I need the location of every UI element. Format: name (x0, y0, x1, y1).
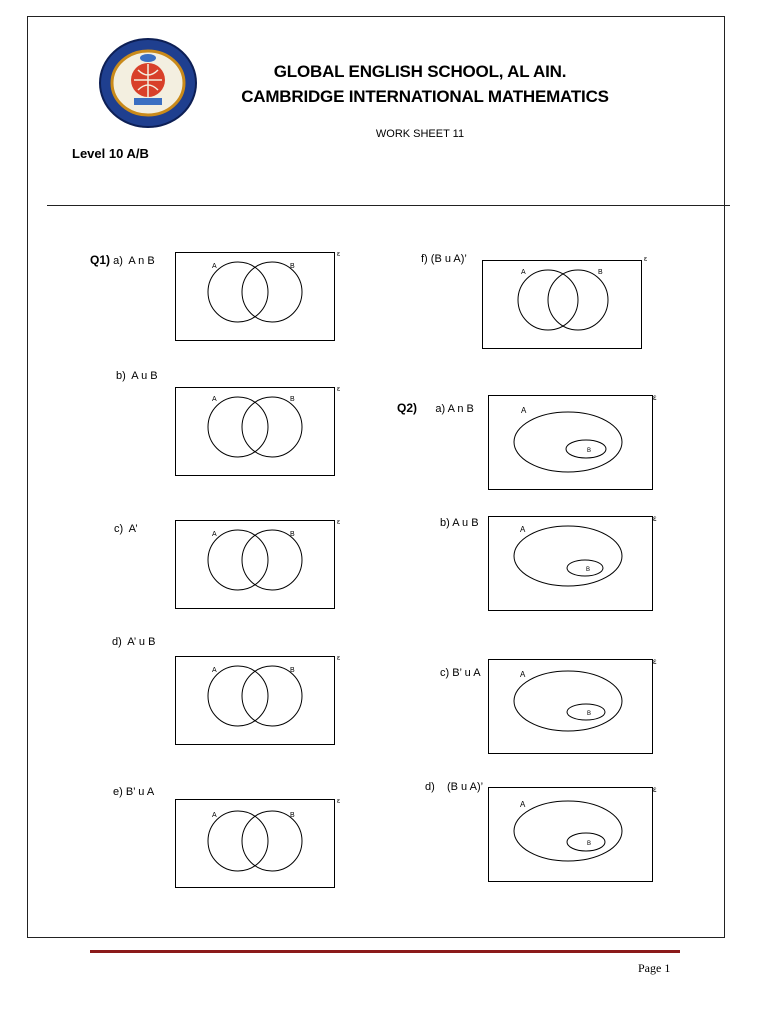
q1-part-c-label: c) A’ (114, 523, 138, 535)
q2-part-c-label: c) B’ u A (440, 667, 481, 679)
set-a-label: A (212, 263, 217, 270)
set-a-label: A (521, 269, 526, 276)
set-b-label: B (586, 567, 591, 573)
set-a-label: A (212, 667, 217, 674)
universal-set-label: ε (337, 519, 341, 526)
school-logo (96, 36, 200, 130)
q1f-venn-diagram (482, 255, 652, 351)
set-a-label: A (520, 800, 526, 809)
set-b-label: B (290, 263, 295, 270)
q1-part-e-label: e) B’ u A (113, 786, 155, 798)
page-number: Page 1 (638, 961, 671, 975)
q1-number: Q1) (90, 253, 111, 267)
q1-part-f-label: f) (B u A)’ (421, 253, 467, 265)
q2b-venn-diagram (488, 513, 660, 613)
set-a-label: A (520, 670, 526, 679)
set-b-label: B (587, 711, 592, 717)
q1a-venn-diagram (175, 250, 345, 342)
q1c-venn-diagram (175, 518, 345, 610)
q2-part-a-label: Q2) a) A n B (397, 401, 474, 415)
universal-set-label: ε (337, 386, 341, 393)
set-b-label: B (290, 812, 295, 819)
set-a-label: A (520, 525, 526, 534)
header-divider (47, 205, 730, 206)
q2a-venn-diagram (488, 392, 660, 492)
q1-part-a-label: Q1) a) A n B (90, 253, 155, 267)
universal-set-label: ε (337, 251, 341, 258)
q1-part-b-label: b) A u B (116, 370, 158, 382)
universal-set-label: ε (337, 798, 341, 805)
level-label: Level 10 A/B (72, 146, 149, 161)
q2c-venn-diagram (488, 656, 660, 756)
set-b-label: B (290, 667, 295, 674)
q1d-venn-diagram (175, 654, 345, 746)
q2-part-b-label: b) A u B (440, 517, 479, 529)
q2-part-d-label: d) (B u A)’ (425, 781, 484, 793)
set-b-label: B (598, 269, 603, 276)
set-b-label: B (587, 448, 592, 454)
set-a-label: A (212, 531, 217, 538)
universal-set-label: ε (653, 657, 657, 666)
footer-divider (90, 950, 680, 953)
universal-set-label: ε (644, 256, 648, 263)
subject-title: CAMBRIDGE INTERNATIONAL MATHEMATICS (241, 87, 609, 106)
set-a-label: A (212, 396, 217, 403)
set-b-label: B (290, 531, 295, 538)
q2d-venn-diagram (488, 784, 660, 884)
set-b-label: B (290, 396, 295, 403)
set-a-label: A (212, 812, 217, 819)
universal-set-label: ε (653, 514, 657, 523)
q1e-venn-diagram (175, 797, 345, 889)
universal-set-label: ε (653, 393, 657, 402)
set-a-label: A (521, 406, 527, 415)
universal-set-label: ε (653, 785, 657, 794)
set-b-label: B (587, 841, 592, 847)
universal-set-label: ε (337, 655, 341, 662)
q1b-venn-diagram (175, 385, 345, 477)
q2-number: Q2) (397, 401, 418, 415)
school-name: GLOBAL ENGLISH SCHOOL, AL AIN. (273, 62, 567, 81)
worksheet-number: WORK SHEET 11 (375, 128, 465, 140)
q1-part-d-label: d) A’ u B (112, 636, 156, 648)
